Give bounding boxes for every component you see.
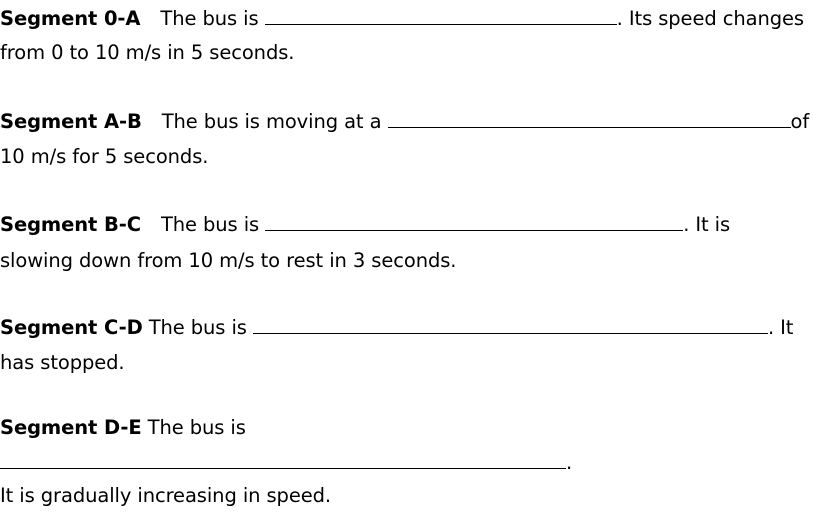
segment-bc-line1	[0, 210, 730, 237]
segment-ab-line2: 10 m/s for 5 seconds.	[0, 145, 209, 168]
segment-label: Segment C-D	[0, 316, 143, 339]
segment-label: Segment D-E	[0, 416, 142, 439]
segment-de-line2	[0, 448, 572, 475]
segment-cd-line2: has stopped.	[0, 351, 125, 374]
segment-cd-line1	[0, 313, 793, 340]
segment-0a-line2: from 0 to 10 m/s in 5 seconds.	[0, 41, 295, 64]
segment-text: . It	[767, 316, 794, 339]
answer-blank[interactable]	[253, 313, 768, 334]
answer-blank[interactable]	[0, 448, 566, 469]
segment-text: The bus is moving at a	[161, 110, 388, 133]
segment-bc-line2: slowing down from 10 m/s to rest in 3 seconds.	[0, 249, 457, 272]
segment-ab-line1	[0, 107, 809, 134]
segment-text: of	[790, 110, 810, 133]
answer-blank[interactable]	[388, 107, 791, 128]
answer-blank[interactable]	[265, 4, 617, 25]
segment-text: The bus is	[147, 416, 246, 439]
segment-label: Segment A-B	[0, 110, 142, 133]
segment-0a-line1	[0, 4, 804, 31]
segment-text: The bus is	[160, 7, 265, 30]
segment-de-line1	[0, 416, 246, 440]
segment-text: . It is	[683, 213, 731, 236]
segment-label: Segment 0-A	[0, 7, 141, 30]
segment-text: .	[566, 451, 573, 474]
segment-label: Segment B-C	[0, 213, 141, 236]
answer-blank[interactable]	[265, 210, 683, 231]
segment-de-line3: It is gradually increasing in speed.	[0, 484, 332, 507]
segment-text: . Its speed changes	[616, 7, 804, 30]
segment-text: The bus is	[160, 213, 266, 236]
segment-text: The bus is	[148, 316, 253, 339]
